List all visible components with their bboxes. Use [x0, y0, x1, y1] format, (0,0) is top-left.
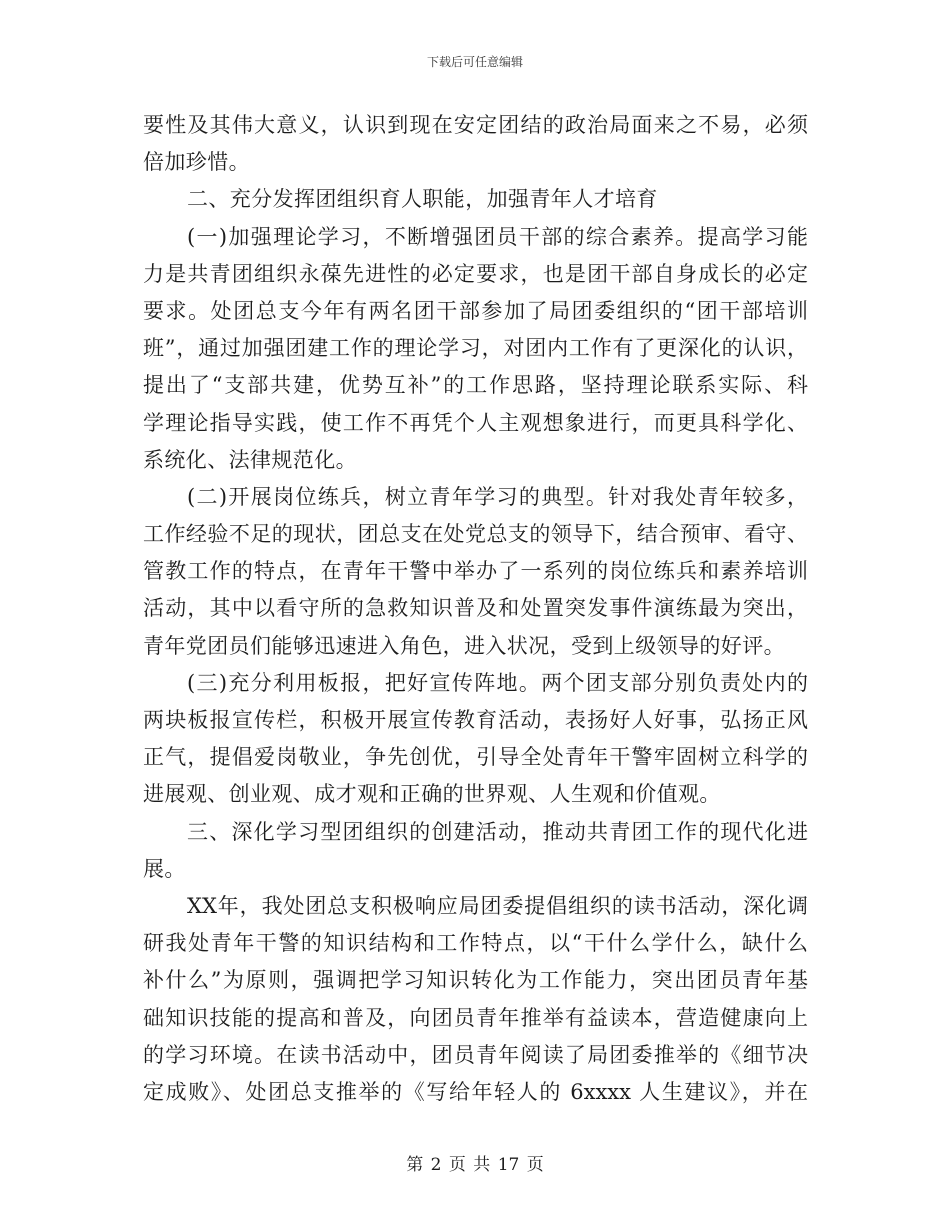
text-line: 的学习环境。在读书活动中，团员青年阅读了局团委推举的《细节决 [143, 1042, 808, 1067]
text-line: 两块板报宣传栏，积极开展宣传教育活动，表扬好人好事，弘扬正风 [143, 708, 808, 732]
text-line: 要性及其伟大意义，认识到现在安定团结的政治局面来之不易，必须 [143, 113, 808, 137]
text-line: 正气，提倡爱岗敬业，争先创优，引导全处青年干警牢固树立科学的 [143, 745, 808, 770]
paragraph [143, 107, 808, 181]
text-line: 补什么”为原则，强调把学习知识转化为工作能力，突出团员青年基 [143, 968, 808, 993]
text-line: 础知识技能的提高和普及，向团员青年推举有益读本，营造健康向上 [143, 1005, 808, 1030]
text-line: 管教工作的特点，在青年干警中举办了一系列的岗位练兵和素养培训 [143, 559, 808, 584]
text-line: 班”，通过加强团建工作的理论学习，对团内工作有了更深化的认识， [143, 336, 808, 361]
text-line: 定成败》、处团总支推举的《写给年轻人的 6xxxx 人生建议》，并在 [143, 1079, 808, 1104]
text-line: 活动，其中以看守所的急救知识普及和处置突发事件演练最为突出， [143, 596, 808, 621]
text-line: 系统化、法律规范化。 [143, 447, 357, 472]
text-line: 力是共青团组织永葆先进性的必定要求，也是团干部自身成长的必定 [143, 261, 808, 286]
section-heading [143, 181, 808, 218]
heading-line: 展。 [143, 856, 186, 881]
paragraph [143, 888, 808, 1111]
text-line: 工作经验不足的现状，团总支在处党总支的领导下，结合预审、看守、 [143, 522, 808, 547]
text-line: (二)开展岗位练兵，树立青年学习的典型。针对我处青年较多， [187, 484, 808, 509]
paragraph [143, 479, 808, 665]
section-heading [143, 814, 808, 888]
text-line: 进展观、创业观、成才观和正确的世界观、人生观和价值观。 [143, 782, 721, 807]
page-header: 下载后可任意编辑 [426, 55, 523, 69]
text-line: 青年党团员们能够迅速进入角色，进入状况，受到上级领导的好评。 [143, 633, 785, 658]
paragraph [143, 219, 808, 479]
text-line: 要求。处团总支今年有两名团干部参加了局团委组织的“团干部培训 [143, 298, 808, 323]
document-body [143, 107, 808, 1111]
heading-line: 二、充分发挥团组织育人职能，加强青年人才培育 [187, 187, 658, 212]
text-line: 学理论指导实践，使工作不再凭个人主观想象进行，而更具科学化、 [143, 410, 808, 435]
text-line: XX年，我处团总支积极响应局团委提倡组织的读书活动，深化调 [187, 893, 808, 918]
text-line: (一)加强理论学习，不断增强团员干部的综合素养。提高学习能 [187, 224, 808, 249]
text-line: 提出了“支部共建，优势互补”的工作思路，坚持理论联系实际、科 [143, 373, 808, 398]
text-line: 倍加珍惜。 [143, 150, 250, 175]
page-footer: 第 2 页 共 17 页 [406, 1155, 544, 1175]
text-line: 研我处青年干警的知识结构和工作特点，以“干什么学什么，缺什么 [143, 931, 808, 956]
paragraph [143, 665, 808, 814]
text-line: (三)充分利用板报，把好宣传阵地。两个团支部分别负责处内的 [187, 670, 808, 695]
heading-line: 三、深化学习型团组织的创建活动，推动共青团工作的现代化进 [187, 819, 808, 844]
